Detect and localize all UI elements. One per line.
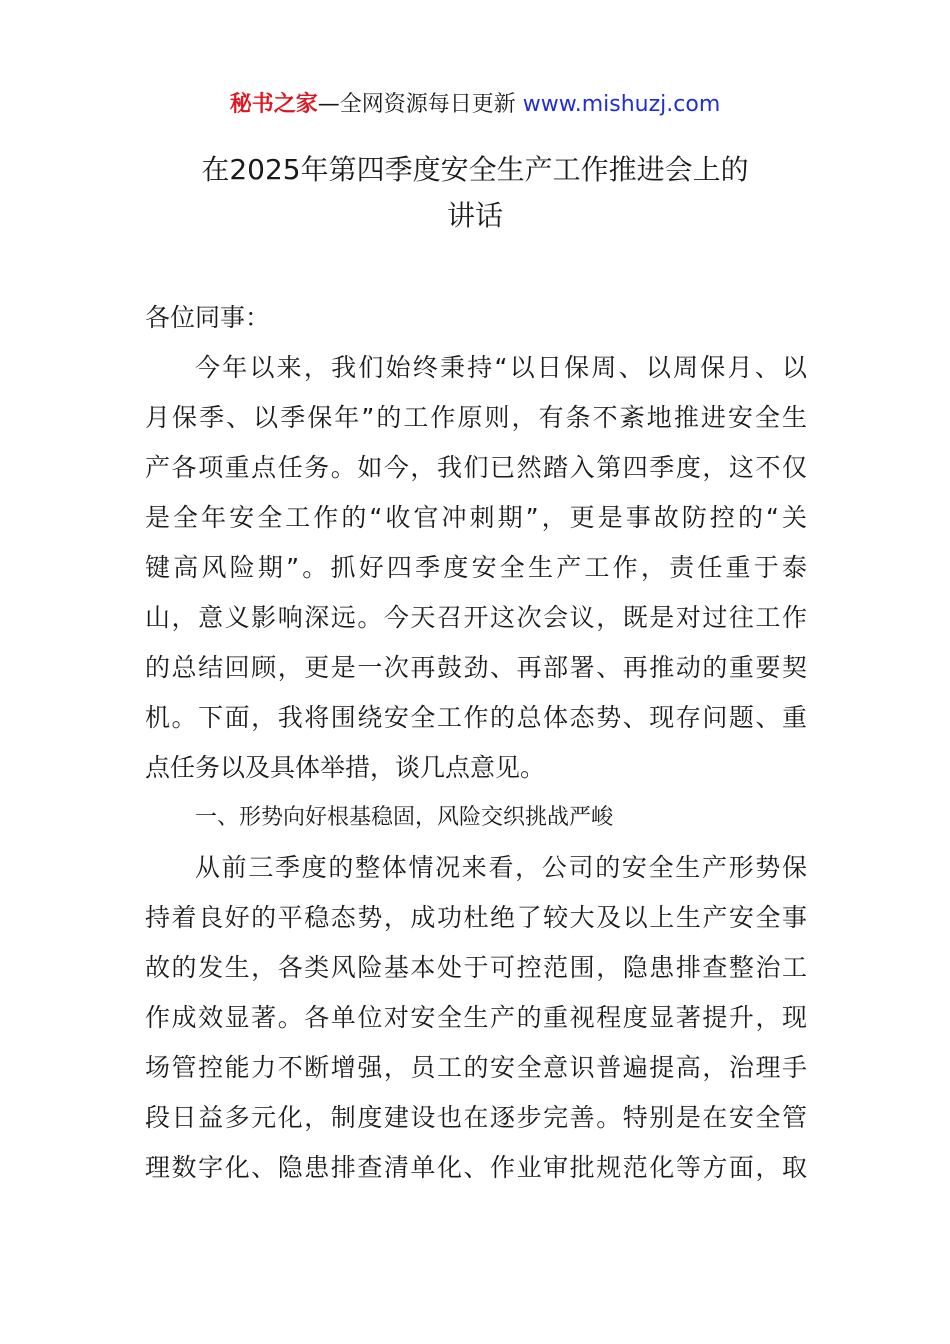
salutation: 各位同事： <box>145 303 271 332</box>
title-line-2: 讲话 <box>446 199 503 232</box>
paragraph-line: 场管控能力不断增强，员工的安全意识普遍提高，治理手 <box>145 1053 807 1082</box>
document-title <box>145 147 805 239</box>
paragraph-line: 段日益多元化，制度建设也在逐步完善。特别是在安全管 <box>145 1103 807 1132</box>
site-header <box>0 88 950 122</box>
header-tagline: —全网资源每日更新 <box>317 92 516 117</box>
paragraph-line: 故的发生，各类风险基本处于可控范围，隐患排查整治工 <box>145 953 807 982</box>
paragraph-line: 产各项重点任务。如今，我们已然踏入第四季度，这不仅 <box>145 453 807 482</box>
paragraph-line: 点任务以及具体举措，谈几点意见。 <box>145 753 546 782</box>
paragraph-line: 持着良好的平稳态势，成功杜绝了较大及以上生产安全事 <box>145 903 807 932</box>
paragraph-line: 理数字化、隐患排查清单化、作业审批规范化等方面，取 <box>145 1153 807 1182</box>
paragraph-line: 的总结回顾，更是一次再鼓劲、再部署、再推动的重要契 <box>145 653 807 682</box>
brand-name: 秘书之家 <box>229 92 318 117</box>
paragraph-line: 月保季、以季保年”的工作原则，有条不紊地推进安全生 <box>145 403 807 432</box>
site-url-link[interactable]: www.mishuzj.com <box>522 92 721 117</box>
section-heading: 一、形势向好根基稳固，风险交织挑战严峻 <box>195 805 614 830</box>
paragraph-line: 作成效显著。各单位对安全生产的重视程度显著提升，现 <box>145 1003 807 1032</box>
paragraph-line: 今年以来，我们始终秉持“以日保周、以周保月、以 <box>195 353 807 382</box>
document-body <box>145 293 807 1193</box>
title-line-1: 在2025年第四季度安全生产工作推进会上的 <box>201 153 749 186</box>
paragraph-line: 山，意义影响深远。今天召开这次会议，既是对过往工作 <box>145 603 807 632</box>
paragraph-line: 从前三季度的整体情况来看，公司的安全生产形势保 <box>195 853 807 882</box>
paragraph-line: 键高风险期”。抓好四季度安全生产工作，责任重于泰 <box>145 553 807 582</box>
paragraph-line: 机。下面，我将围绕安全工作的总体态势、现存问题、重 <box>145 703 807 732</box>
paragraph-line: 是全年安全工作的“收官冲刺期”，更是事故防控的“关 <box>145 503 807 532</box>
